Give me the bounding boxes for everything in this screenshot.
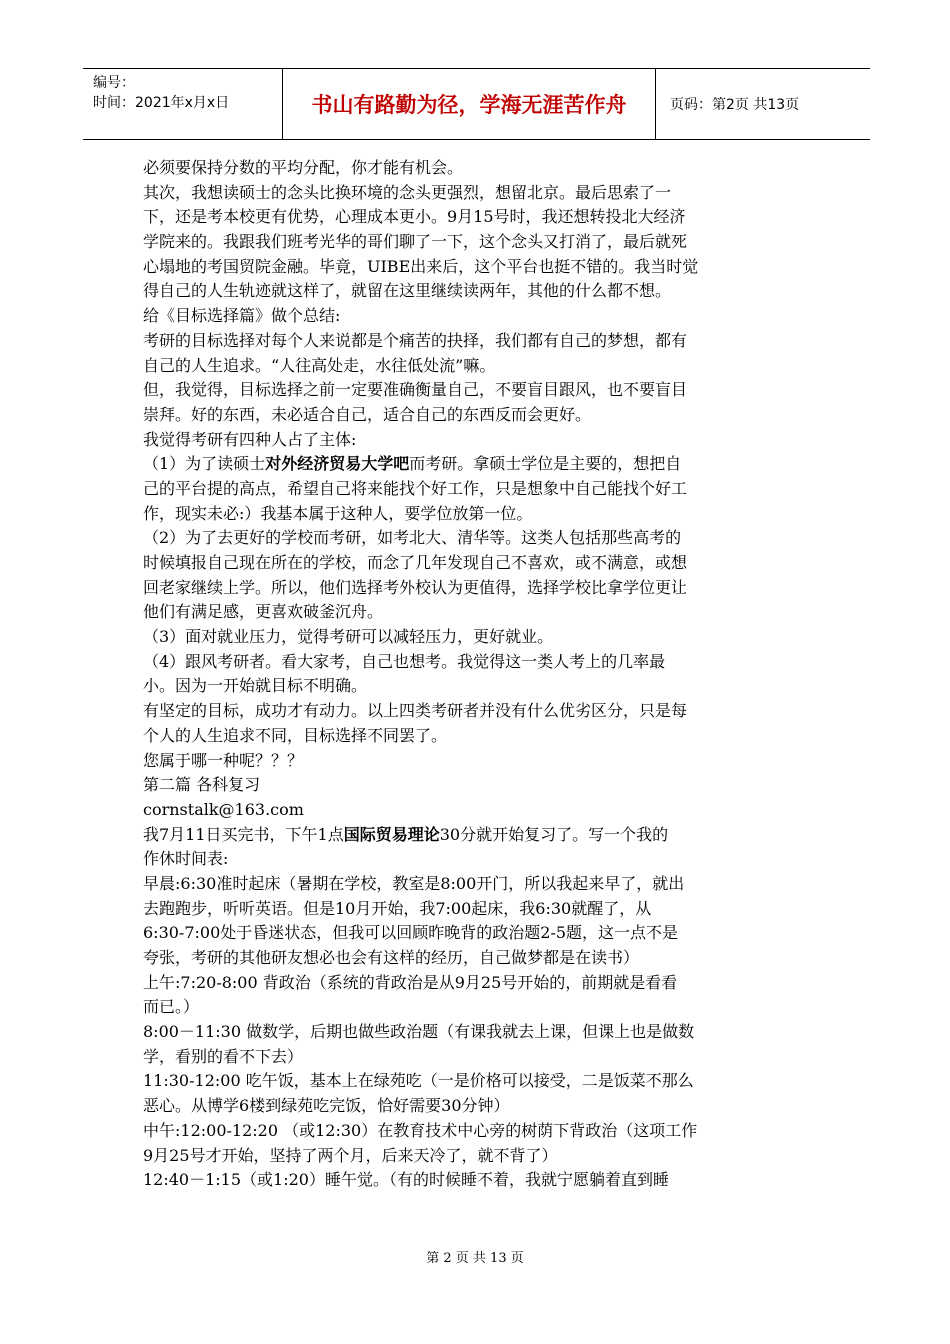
text-line: 恶心。从博学6楼到绿苑吃完饭，恰好需要30分钟）: [143, 1096, 510, 1116]
text-line: 我觉得考研有四种人占了主体:: [143, 429, 357, 449]
text-line: [143, 452, 803, 477]
text-line: （3）面对就业压力，觉得考研可以减轻压力，更好就业。: [143, 627, 554, 647]
page-header: [83, 68, 870, 140]
page-footer: 第 2 页 共 13 页: [426, 1251, 524, 1266]
text-line: （2）为了去更好的学校而考研，如考北大、清华等。这类人包括那些高考的: [143, 528, 682, 548]
text-line: 而已。）: [143, 997, 200, 1017]
text-line: 必须要保持分数的平均分配，你才能有机会。: [143, 158, 464, 177]
text-line: [143, 823, 803, 848]
text-line: 自己的人生追求。“人往高处走，水往低处流”嘛。: [143, 355, 496, 375]
text-line: 崇拜。好的东西，未必适合自己，适合自己的东西反而会更好。: [143, 404, 592, 424]
text-span: （1）为了读硕士: [143, 454, 266, 474]
text-line: 他们有满足感，更喜欢破釜沉舟。: [143, 602, 384, 622]
text-span: 我7月11日买完书，下午1点: [143, 824, 344, 844]
header-motto: 书山有路勤为径，学海无涯苦作舟: [283, 69, 656, 139]
text-line: 下，还是考本校更有优势，心理成本更小。9月15号时，我还想转投北大经济: [143, 207, 686, 227]
text-line: 8:00－11:30 做数学，后期也做些政治题（有课我就去上课，但课上也是做数: [143, 1022, 695, 1042]
text-line: 12:40－1:15（或1:20）睡午觉。（有的时候睡不着，我就宁愿躺着直到睡: [143, 1170, 669, 1190]
text-line: 学，看别的看不下去）: [143, 1046, 304, 1066]
text-span: 30分就开始复习了。写一个我的: [439, 824, 669, 844]
text-line: 第二篇 各科复习: [143, 775, 261, 795]
text-line: 学院来的。我跟我们班考光华的哥们聊了一下，这个念头又打消了，最后就死: [143, 232, 688, 252]
text-line: 上午:7:20-8:00 背政治（系统的背政治是从9月25号开始的，前期就是看看: [143, 972, 678, 992]
text-line: 中午:12:00-12:20 （或12:30）在教育技术中心旁的树荫下背政治（这项工作: [143, 1120, 698, 1140]
text-line: 但，我觉得，目标选择之前一定要准确衡量自己，不要盲目跟风，也不要盲目: [143, 380, 688, 400]
text-line: 去跑跑步，听听英语。但是10月开始，我7:00起床，我6:30就醒了，从: [143, 898, 652, 918]
text-line: 给《目标选择篇》做个总结:: [143, 306, 341, 326]
text-line: 作休时间表:: [143, 849, 229, 869]
text-line: 有坚定的目标，成功才有动力。以上四类考研者并没有什么优劣区分，只是每: [143, 701, 688, 721]
text-line: 己的平台提的高点，希望自己将来能找个好工作，只是想象中自己能找个好工: [143, 478, 688, 498]
text-line: 其次，我想读硕士的念头比换环境的念头更强烈，想留北京。最后思索了一: [143, 182, 672, 202]
text-line: 11:30-12:00 吃午饭，基本上在绿苑吃（一是价格可以接受，二是饭菜不那么: [143, 1071, 694, 1091]
number-label: 编号：: [93, 75, 135, 91]
text-line: 9月25号才开始，坚持了两个月，后来天冷了，就不背了）: [143, 1145, 558, 1165]
bold-link-text[interactable]: 对外经济贸易大学吧: [265, 454, 410, 474]
text-line: 回老家继续上学。所以，他们选择考外校认为更值得，选择学校比拿学位更让: [143, 577, 688, 597]
text-line: 个人的人生追求不同，目标选择不同罢了。: [143, 725, 448, 745]
text-line: 早晨:6:30准时起床（暑期在学校，教室是8:00开门，所以我起来早了，就出: [143, 873, 685, 893]
text-line: 作，现实未必:）我基本属于这种人，要学位放第一位。: [143, 503, 533, 523]
header-page-number: 页码：第2页 共13页: [670, 97, 800, 113]
text-line: 您属于哪一种呢？？？: [143, 750, 304, 770]
text-line: 心塌地的考国贸院金融。毕竟，UIBE出来后，这个平台也挺不错的。我当时觉: [143, 256, 699, 276]
text-line: 6:30-7:00处于昏迷状态，但我可以回顾昨晚背的政治题2-5题，这一点不是: [143, 923, 679, 943]
text-line: （4）跟风考研者。看大家考，自己也想考。我觉得这一类人考上的几率最: [143, 651, 666, 671]
date-label: 时间：2021年x月x日: [93, 95, 230, 111]
text-line: 小。因为一开始就目标不明确。: [143, 676, 368, 696]
text-line: 夸张，考研的其他研友想必也会有这样的经历，自己做梦都是在读书）: [143, 948, 640, 967]
text-line: 时候填报自己现在所在的学校，而念了几年发现自己不喜欢，或不满意，或想: [143, 553, 688, 572]
text-line: 得自己的人生轨迹就这样了，就留在这里继续读两年，其他的什么都不想。: [143, 281, 672, 301]
header-meta: [83, 69, 283, 139]
bold-link-text[interactable]: 国际贸易理论: [343, 824, 440, 844]
text-line: 考研的目标选择对每个人来说都是个痛苦的抉择，我们都有自己的梦想，都有: [143, 330, 688, 350]
text-span: 而考研。拿硕士学位是主要的，想把自: [409, 454, 682, 474]
document-body: [143, 156, 803, 1193]
text-line: cornstalk@163.com: [143, 799, 304, 819]
